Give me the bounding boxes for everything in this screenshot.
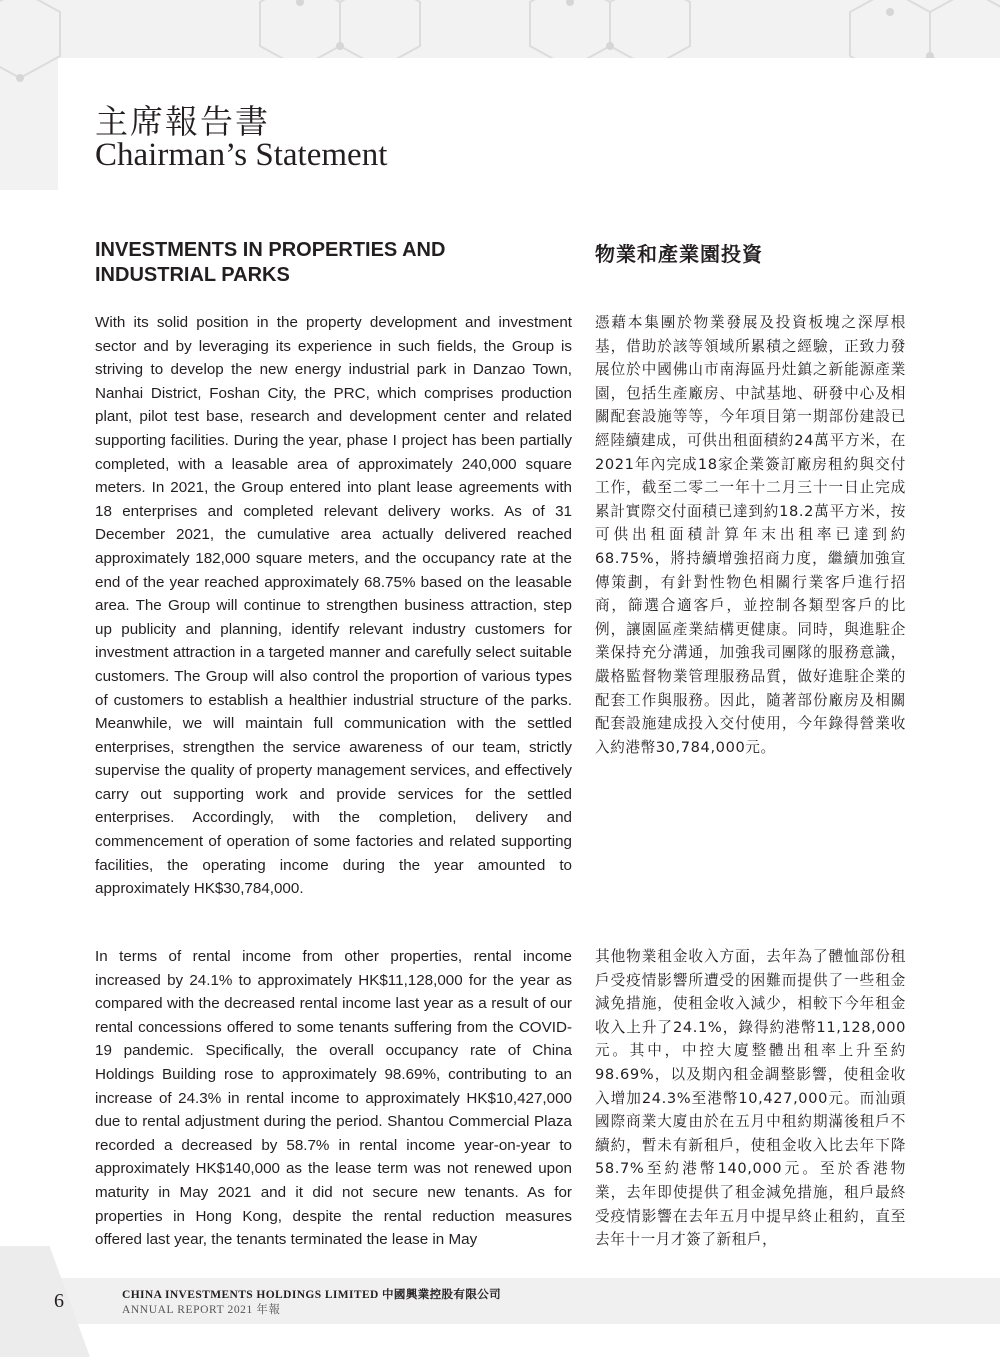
paragraph-en-1: With its solid position in the property development and investment sector and by leveraging its experience in such fields, the Group is striving to develop the new energy industrial park in Danzao Town, Nanhai District, Foshan City, the PRC, which comprises production plant, pilot test base, research and development center and related supporting facilities. During the year, phase I project has been partially completed, with a leasable area of approximately 240,000 square meters. In 2021, the Group entered into plant lease agreements with 18 enterprises and completed relevant delivery works. As of 31 December 2021, the cumulative area actually delivered reached approximately 182,000 square meters, and the occupancy rate at the end of the year reached approximately 68.75% based on the leasable area. The Group will continue to strengthen business attraction, step up publicity and planning, identify relevant industry customers for investment attraction in a targeted manner and carefully select suitable customers. The Group will also control the proportion of various types of customers to establish a healthier industrial structure of the parks. Meanwhile, we will maintain full communication with the settled enterprises, strengthen the service awareness of our team, strictly supervise the quality of property management services, and effectively carry out supporting work and provide services for the settled enterprises. Accordingly, with the completion, delivery and commencement of operation of some factories and related supporting facilities, the operating income during the year amounted to approximately HK$30,784,000. xyxy=(95,314,572,898)
page-number: 6 xyxy=(54,1290,64,1312)
section-heading-en: INVESTMENTS IN PROPERTIES AND INDUSTRIAL PARKS xyxy=(95,239,446,286)
page-title-zh: 主席報告書 xyxy=(95,102,270,141)
footer-report-title: ANNUAL REPORT 2021 年報 xyxy=(122,1304,281,1316)
paragraph-zh-1: 憑藉本集團於物業發展及投資板塊之深厚根基，借助於該等領域所累積之經驗，正致力發展位於中國佛山市南海區丹灶鎮之新能源產業園，包括生產廠房、中試基地、研發中心及相關配套設施等等，今年項目第一期部份建設已經陸續建成，可供出租面積約24萬平方米，在2021年內完成18家企業簽訂廠房租約與交付工作，截至二零二一年十二月三十一日止完成累計實際交付面積已達到約18.2萬平方米，按可供出租面積計算年末出租率已達到約68.75%，將持續增強招商力度，繼續加強宣傳策劃，有針對性物色相關行業客戶進行招商，篩選合適客戶，並控制各類型客戶的比例，讓園區產業結構更健康。同時，與進駐企業保持充分溝通，加強我司團隊的服務意識，嚴格監督物業管理服務品質，做好進駐企業的配套工作與服務。因此，隨著部份廠房及相關配套設施建成投入交付使用，今年錄得營業收入約港幣30,784,000元。 xyxy=(595,314,906,756)
paragraph-zh-2: 其他物業租金收入方面，去年為了體恤部份租戶受疫情影響所遭受的困難而提供了一些租金減免措施，使租金收入減少，相較下今年租金收入上升了24.1%，錄得約港幣11,128,000元。其中，中控大廈整體出租率上升至約98.69%，以及期內租金調整影響，使租金收入增加24.3%至港幣10,427,000元。而汕頭國際商業大廈由於在五月中租約期滿後租戶不續約，暫未有新租戶，使租金收入比去年下降58.7%至約港幣140,000元。至於香港物業，去年即使提供了租金減免措施，租戶最終受疫情影響在去年五月中提早終止租約，直至去年十一月才簽了新租戶， xyxy=(595,948,906,1249)
page-title-en: Chairman’s Statement xyxy=(95,137,388,173)
section-heading-zh: 物業和產業園投資 xyxy=(595,242,763,266)
footer-company-name: CHINA INVESTMENTS HOLDINGS LIMITED 中國興業控股有限公司 xyxy=(122,1289,502,1301)
paragraph-en-2: In terms of rental income from other properties, rental income increased by 24.1% to approximately HK$11,128,000 for the year as compared with the decreased rental income last year as a result of our rental concessions offered to some tenants suffering from the COVID-19 pandemic. Specifically, the overall occupancy rate of China Holdings Building rose to approximately 98.69%, contributing to an increase of 24.3% in rental income to approximately HK$10,427,000 due to rental adjustment during the period. Shantou Commercial Plaza recorded a decreased by 58.7% in rental income year-on-year to approximately HK$140,000 as the lease term was not renewed upon maturity in May 2021 and it did not secure new tenants. As for properties in Hong Kong, despite the rental reduction measures offered last year, the tenants terminated the lease in May xyxy=(95,948,572,1249)
